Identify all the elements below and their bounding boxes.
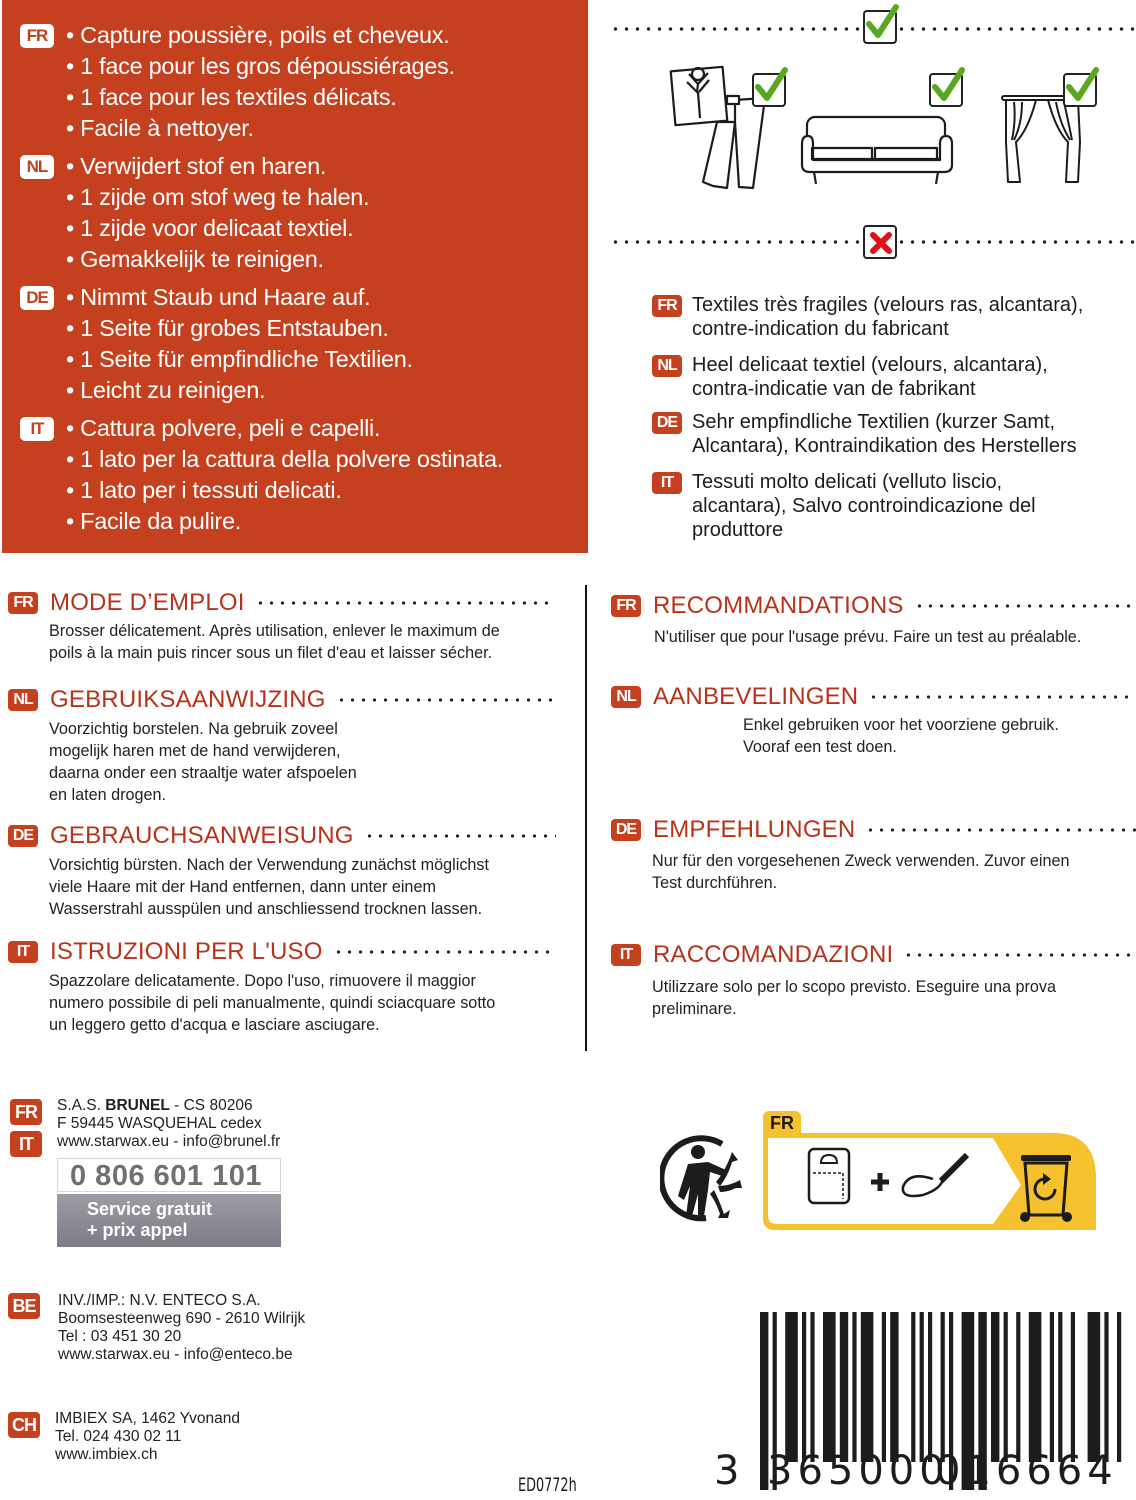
feature-line: • Verwijdert stof en haren.: [66, 153, 327, 179]
warning-line: Sehr empfindliche Textilien (kurzer Samt,: [692, 411, 1056, 433]
feature-line: • 1 lato per i tessuti delicati.: [66, 477, 342, 503]
lang-badge-it: IT: [652, 472, 682, 494]
dotted-leader: [333, 950, 556, 954]
barcode-bar: [1104, 1312, 1108, 1462]
company-name: BRUNEL: [105, 1097, 170, 1114]
body-line: Voorzichtig borstelen. Na gebruik zoveel: [49, 720, 338, 738]
contact-line: IMBIEX SA, 1462 Yvonand: [55, 1410, 240, 1427]
warning-line: alcantara), Salvo controindicazione del: [692, 495, 1036, 517]
phone-line: + prix appel: [87, 1220, 188, 1240]
unsuitable-cross-icon: [863, 225, 897, 259]
lang-badge-it: IT: [8, 941, 38, 963]
section-title: GEBRAUCHSANWEISUNG: [50, 822, 354, 849]
lang-badge-be: BE: [8, 1293, 40, 1319]
feature-line: • Cattura polvere, peli e capelli.: [66, 415, 381, 441]
instructions-title-nl: [8, 686, 556, 714]
section-title: RACCOMANDAZIONI: [653, 941, 894, 968]
dotted-leader: [868, 695, 1136, 699]
lang-badge-fr: FR: [611, 595, 641, 617]
column-divider: [585, 585, 587, 1051]
dotted-leader: [865, 828, 1136, 832]
warning-line: Textiles très fragiles (velours ras, alcantara),: [692, 294, 1084, 316]
lang-badge-de: DE: [611, 819, 641, 841]
address-line: F 59445 WASQUEHAL cedex: [57, 1115, 262, 1132]
feature-line: • Nimmt Staub und Haare auf.: [66, 284, 371, 310]
phone-service-label: [57, 1194, 281, 1247]
barcode-bar: [1050, 1312, 1054, 1462]
phone-number: 0 806 601 101: [57, 1158, 281, 1192]
section-title: EMPFEHLUNGEN: [653, 816, 856, 843]
lang-badge-nl: NL: [611, 686, 641, 708]
triman-icon: [660, 1130, 750, 1225]
contact-line: Tel. 024 430 02 11: [55, 1428, 182, 1445]
dotted-leader: [255, 601, 556, 605]
barcode-bar: [1088, 1312, 1101, 1462]
curtains-check-icon: [1063, 73, 1097, 107]
section-title: ISTRUZIONI PER L'USO: [50, 938, 323, 965]
section-title: GEBRUIKSAANWIJZING: [50, 686, 326, 713]
lang-badge-it: IT: [20, 417, 54, 441]
sofa-check-icon: [929, 73, 963, 107]
barcode-bar: [991, 1312, 999, 1462]
recommendations-body-nl: [743, 714, 1059, 758]
contact-line: Boomsesteenweg 690 - 2610 Wilrijk: [58, 1310, 306, 1327]
lang-badge-nl: NL: [20, 155, 54, 179]
ch-contact: [55, 1410, 240, 1464]
phone-line: Service gratuit: [87, 1199, 213, 1219]
lang-badge-de: DE: [652, 412, 682, 434]
feature-line: • 1 face pour les textiles délicats.: [66, 84, 397, 110]
feature-line: • 1 lato per la cattura della polvere ostinata.: [66, 446, 503, 472]
lang-badge-it: IT: [10, 1131, 42, 1157]
recommendations-title-fr: [611, 592, 1136, 620]
section-title: AANBEVELINGEN: [653, 683, 859, 710]
lang-badge-nl: NL: [8, 689, 38, 711]
company-suffix: - CS 80206: [169, 1097, 253, 1114]
barcode-bar: [1058, 1312, 1062, 1462]
warning-line: contre-indication du fabricant: [692, 318, 949, 340]
body-line: preliminare.: [652, 1000, 737, 1018]
recommendations-title-de: [611, 816, 1136, 844]
barcode-digits-right: 016664: [935, 1448, 1118, 1494]
body-line: Wasserstrahl ausspülen und anschliessend trocknen lassen.: [49, 900, 483, 918]
section-title: RECOMMANDATIONS: [653, 592, 904, 619]
barcode-bar: [861, 1312, 874, 1462]
body-line: Nur für den vorgesehenen Zweck verwenden. Zuvor einen: [652, 852, 1070, 870]
company-prefix: S.A.S.: [57, 1097, 106, 1114]
warning-line: produttore: [692, 519, 784, 541]
dotted-leader: [914, 604, 1136, 608]
lang-badge-it: IT: [611, 944, 641, 966]
body-line: daarna onder een straaltje water afspoelen: [49, 764, 357, 782]
recycling-lang-tab: [763, 1111, 801, 1135]
instructions-title-it: [8, 938, 556, 966]
be-contact: [58, 1292, 305, 1364]
body-line: Enkel gebruiken voor het voorziene gebruik.: [743, 716, 1059, 734]
barcode-bar: [802, 1312, 806, 1462]
feature-line: • 1 Seite für grobes Entstauben.: [66, 315, 389, 341]
web-line: www.starwax.eu - info@brunel.fr: [57, 1133, 281, 1150]
sofa-icon: [800, 110, 955, 185]
warning-line: Heel delicaat textiel (velours, alcantara),: [692, 354, 1048, 376]
warning-line: Alcantara), Kontraindikation des Herstellers: [692, 435, 1077, 457]
instructions-title-de: [8, 822, 556, 850]
body-line: viele Haare mit der Hand entfernen, dann unter einem: [49, 878, 436, 896]
body-line: en laten drogen.: [49, 786, 167, 804]
body-line: Brosser délicatement. Après utilisation, enlever le maximum de: [49, 622, 500, 640]
section-title: MODE D’EMPLOI: [50, 589, 245, 616]
lang-badge-nl: NL: [652, 355, 682, 377]
lang-badge-fr: FR: [652, 295, 682, 317]
body-line: poils à la main puis rincer sous un filet d'eau et laisser sécher.: [49, 644, 493, 662]
dotted-divider: [610, 27, 860, 31]
barcode-digits-left: 365000: [767, 1448, 950, 1494]
features-panel: [2, 0, 588, 553]
recycling-banner: [763, 1133, 1098, 1230]
instructions-body-nl: [49, 718, 357, 806]
feature-line: • 1 Seite für empfindliche Textilien.: [66, 346, 413, 372]
body-line: Spazzolare delicatamente. Dopo l'uso, rimuovere il maggior: [49, 972, 476, 990]
body-line: Utilizzare solo per lo scopo previsto. Eseguire una prova: [652, 978, 1056, 996]
service-phone: [57, 1158, 281, 1247]
feature-line: • Capture poussière, poils et cheveux.: [66, 22, 450, 48]
dotted-leader: [336, 698, 556, 702]
suitable-check-icon: [863, 10, 897, 44]
barcode-digit-first: 3: [714, 1448, 745, 1494]
feature-line: • Leicht zu reinigen.: [66, 377, 266, 403]
barcode-bar: [920, 1312, 924, 1462]
body-line: Vooraf een test doen.: [743, 738, 897, 756]
barcode-bar: [823, 1312, 836, 1462]
recommendations-body-fr: [654, 626, 1081, 648]
barcode-bar: [882, 1312, 886, 1462]
feature-line: • Gemakkelijk te reinigen.: [66, 246, 324, 272]
warning-line: contra-indicatie van de fabrikant: [692, 378, 976, 400]
barcode-bar: [785, 1312, 798, 1462]
shirt-check-icon: [752, 73, 786, 107]
contact-line: Tel : 03 451 30 20: [58, 1328, 182, 1345]
company-line: [57, 1097, 253, 1115]
lang-badge-fr: FR: [770, 1113, 794, 1133]
recommendations-body-it: [652, 976, 1056, 1020]
instructions-body-de: [49, 854, 489, 920]
feature-line: • 1 face pour les gros dépoussiérages.: [66, 53, 455, 79]
barcode-bar: [1117, 1312, 1121, 1462]
contact-line: INV./IMP.: N.V. ENTECO S.A.: [58, 1292, 261, 1309]
lang-badge-fr: FR: [10, 1099, 42, 1125]
barcode-bar: [810, 1312, 814, 1462]
barcode-bar: [928, 1312, 932, 1462]
barcode-bar: [941, 1312, 945, 1462]
barcode-bar: [911, 1312, 915, 1462]
lang-badge-ch: CH: [8, 1412, 40, 1438]
feature-line: • 1 zijde voor delicaat textiel.: [66, 215, 354, 241]
feature-line: • Facile da pulire.: [66, 508, 241, 534]
lang-badge-fr: FR: [20, 24, 54, 48]
contact-line: www.starwax.eu - info@enteco.be: [58, 1346, 293, 1363]
body-line: numero possibile di peli manualmente, quindi sciacquare sotto: [49, 994, 496, 1012]
barcode-bar: [1004, 1312, 1008, 1462]
dotted-leader: [364, 834, 556, 838]
instructions-title-fr: [8, 589, 556, 617]
body-line: mogelijk haren met de hand verwijderen,: [49, 742, 341, 760]
contact-line: www.imbiex.ch: [55, 1446, 158, 1463]
edition-code: ED0772h: [518, 1474, 577, 1496]
recommendations-body-de: [652, 850, 1070, 894]
dotted-leader: [903, 953, 1136, 957]
barcode-bar: [890, 1312, 898, 1462]
warning-line: Tessuti molto delicati (velluto liscio,: [692, 471, 1003, 493]
dotted-divider: [896, 27, 1136, 31]
barcode-bar: [1029, 1312, 1042, 1462]
instructions-body-it: [49, 970, 495, 1036]
barcode-bar: [1071, 1312, 1075, 1462]
recommendations-title-it: [611, 941, 1136, 969]
body-line: Vorsichtig bürsten. Nach der Verwendung zunächst möglichst: [49, 856, 490, 874]
barcode-bar: [1016, 1312, 1020, 1462]
barcode-bar: [840, 1312, 848, 1462]
barcode-bar: [852, 1312, 856, 1462]
lang-badge-de: DE: [8, 825, 38, 847]
dotted-divider: [610, 240, 860, 244]
lang-badge-fr: FR: [8, 592, 38, 614]
feature-line: • Facile à nettoyer.: [66, 115, 254, 141]
body-line: un leggero getto d'acqua e lasciare asciugare.: [49, 1016, 380, 1034]
feature-line: • 1 zijde om stof weg te halen.: [66, 184, 370, 210]
body-line: Test durchführen.: [652, 874, 778, 892]
lang-badge-de: DE: [20, 286, 54, 310]
recommendations-title-nl: [611, 683, 1136, 711]
instructions-body-fr: [49, 620, 500, 664]
body-line: N'utiliser que pour l'usage prévu. Faire un test au préalable.: [654, 628, 1082, 646]
dotted-divider: [896, 240, 1136, 244]
